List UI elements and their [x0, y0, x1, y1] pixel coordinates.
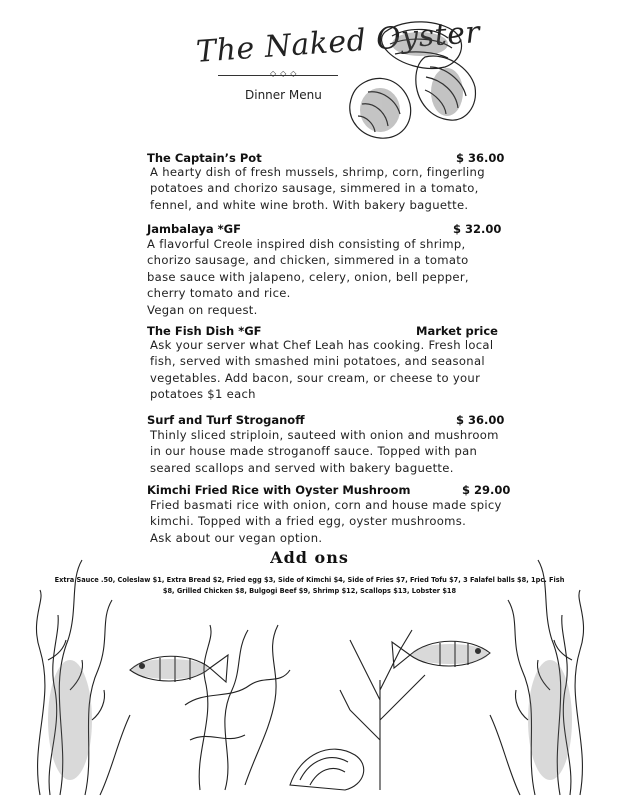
- menu-subtitle: Dinner Menu: [245, 88, 322, 102]
- addons-list: Extra Sauce .50, Coleslaw $1, Extra Bread $2, Fried egg $3, Side of Kimchi $4, Side of Fries $7, Fried Tofu $7, 3 Falafel balls $8, 1pc. Fish $8, Grilled Chicken $8, Bulgogi Beef $9, Shrimp $12, Scallops $13, Lobster $18: [54, 576, 565, 595]
- item-description-jambalaya: A flavorful Creole inspired dish consisting of shrimp, chorizo sausage, and chicken, simmered in a tomato base sauce with jalapeno, celery, onion, bell pepper, cherry tomato and rice. Vegan on request.: [147, 237, 469, 317]
- item-price-jambalaya: $ 32.00: [453, 222, 502, 236]
- item-price-captains-pot: $ 36.00: [456, 151, 505, 165]
- item-price-stroganoff: $ 36.00: [456, 413, 505, 427]
- item-name-fish-dish: The Fish Dish *GF: [147, 324, 262, 338]
- restaurant-logo-title: The Naked Oyster: [195, 15, 482, 70]
- item-description-kimchi-fried-rice: Fried basmati rice with onion, corn and house made spicy kimchi. Topped with a fried egg, oyster mushrooms. Ask about our vegan option.: [150, 498, 502, 545]
- item-description-captains-pot: A hearty dish of fresh mussels, shrimp, corn, fingerling potatoes and chorizo sausage, simmered in a tomato, fennel, and white wine broth. With bakery baguette.: [150, 165, 485, 212]
- addons-heading: Add ons: [270, 548, 349, 567]
- oyster-illustration: [330, 12, 480, 147]
- item-description-fish-dish: Ask your server what Chef Leah has cooking. Fresh local fish, served with smashed mini potatoes, and seasonal vegetables. Add bacon, sour cream, or cheese to your potatoes $1 each: [150, 338, 494, 402]
- item-price-fish-dish: Market price: [416, 324, 498, 338]
- item-price-kimchi-fried-rice: $ 29.00: [462, 483, 511, 497]
- item-name-stroganoff: Surf and Turf Stroganoff: [147, 413, 305, 427]
- item-description-stroganoff: Thinly sliced striploin, sauteed with onion and mushroom in our house made stroganoff sauce. Topped with pan seared scallops and served with bakery baguette.: [150, 428, 499, 475]
- item-name-jambalaya: Jambalaya *GF: [147, 222, 241, 236]
- item-name-captains-pot: The Captain’s Pot: [147, 151, 262, 165]
- item-name-kimchi-fried-rice: Kimchi Fried Rice with Oyster Mushroom: [147, 483, 411, 497]
- seaweed-fish-illustration: [0, 540, 619, 802]
- logo-ornament: ◇◇◇: [270, 69, 301, 78]
